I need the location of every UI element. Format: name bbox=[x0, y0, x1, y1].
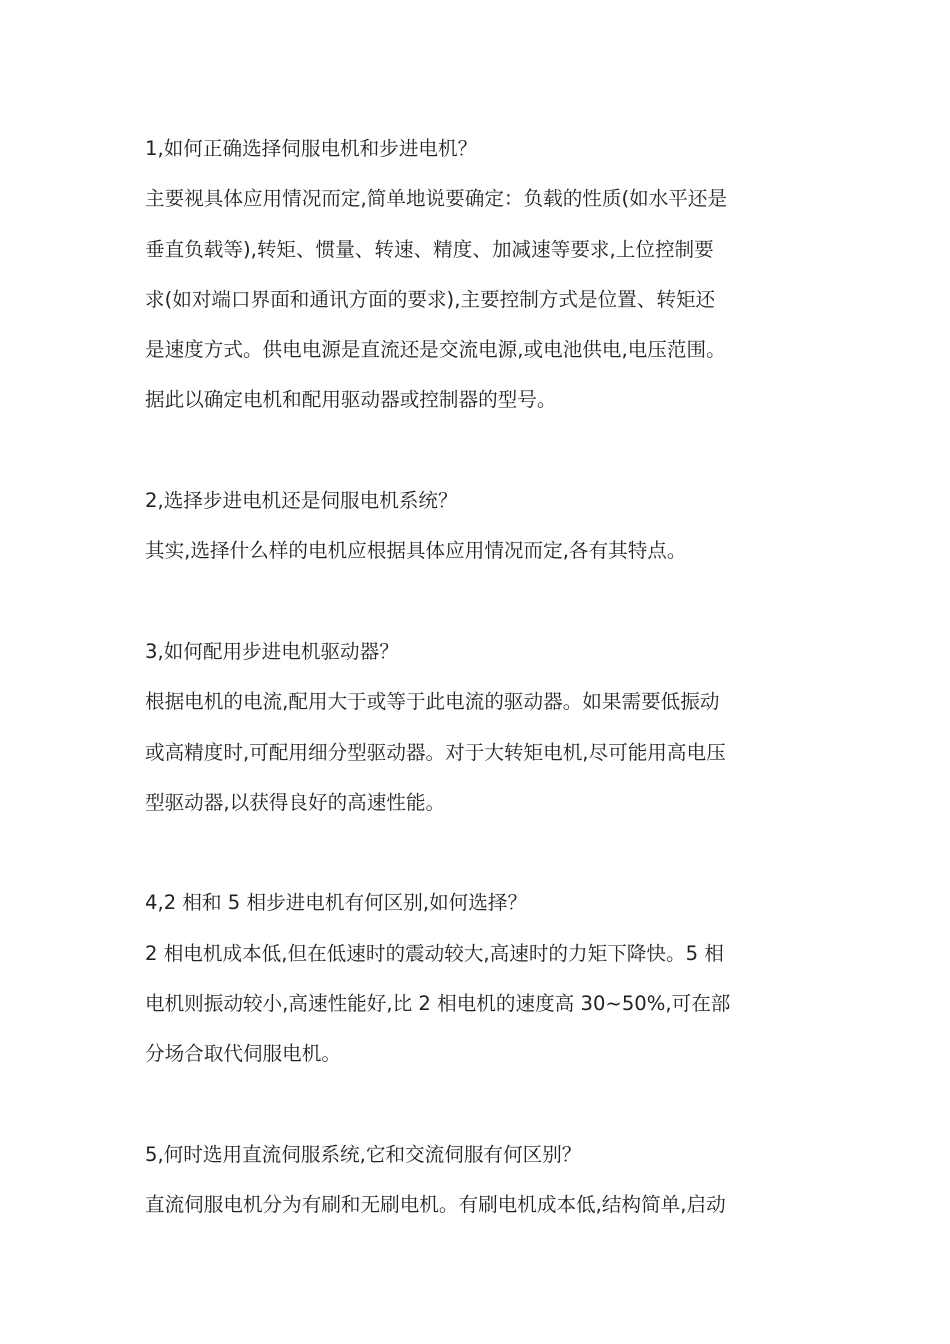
faq-section-5 bbox=[145, 1130, 810, 1231]
answer-line: 电机则振动较小,高速性能好,比 2 相电机的速度高 30~50%,可在部 bbox=[145, 992, 731, 1016]
answer-line: 型驱动器,以获得良好的高速性能。 bbox=[145, 790, 446, 814]
answer-line: 直流伺服电机分为有刷和无刷电机。有刷电机成本低,结构简单,启动 bbox=[145, 1193, 726, 1217]
faq-answer bbox=[145, 526, 810, 576]
answer-line: 或高精度时,可配用细分型驱动器。对于大转矩电机,尽可能用高电压 bbox=[145, 740, 726, 764]
answer-line: 主要视具体应用情况而定,简单地说要确定：负载的性质(如水平还是 bbox=[145, 187, 728, 211]
faq-question: 2,选择步进电机还是伺服电机系统？ bbox=[145, 489, 458, 513]
faq-section-4 bbox=[145, 878, 810, 1079]
faq-section-1 bbox=[145, 124, 810, 426]
faq-answer bbox=[145, 677, 810, 828]
document-body bbox=[145, 124, 810, 1281]
answer-line: 分场合取代伺服电机。 bbox=[145, 1042, 341, 1066]
answer-line: 求(如对端口界面和通讯方面的要求),主要控制方式是位置、转矩还 bbox=[145, 287, 716, 311]
faq-section-2 bbox=[145, 476, 810, 577]
answer-line: 2 相电机成本低,但在低速时的震动较大,高速时的力矩下降快。5 相 bbox=[145, 941, 724, 965]
faq-question: 1,如何正确选择伺服电机和步进电机？ bbox=[145, 137, 478, 160]
faq-answer bbox=[145, 929, 810, 1080]
faq-answer bbox=[145, 174, 810, 425]
faq-section-3 bbox=[145, 627, 810, 828]
answer-line: 根据电机的电流,配用大于或等于此电流的驱动器。如果需要低振动 bbox=[145, 690, 720, 714]
faq-question: 3,如何配用步进电机驱动器？ bbox=[145, 639, 399, 663]
answer-line: 据此以确定电机和配用驱动器或控制器的型号。 bbox=[145, 388, 557, 412]
faq-question: 5,何时选用直流伺服系统,它和交流伺服有何区别？ bbox=[145, 1142, 582, 1166]
faq-answer bbox=[145, 1180, 810, 1230]
answer-line: 是速度方式。供电电源是直流还是交流电源,或电池供电,电压范围。 bbox=[145, 338, 726, 362]
answer-line: 垂直负载等),转矩、惯量、转速、精度、加减速等要求,上位控制要 bbox=[145, 237, 714, 261]
faq-question: 4,2 相和 5 相步进电机有何区别,如何选择？ bbox=[145, 891, 528, 915]
answer-line: 其实,选择什么样的电机应根据具体应用情况而定,各有其特点。 bbox=[145, 539, 687, 563]
